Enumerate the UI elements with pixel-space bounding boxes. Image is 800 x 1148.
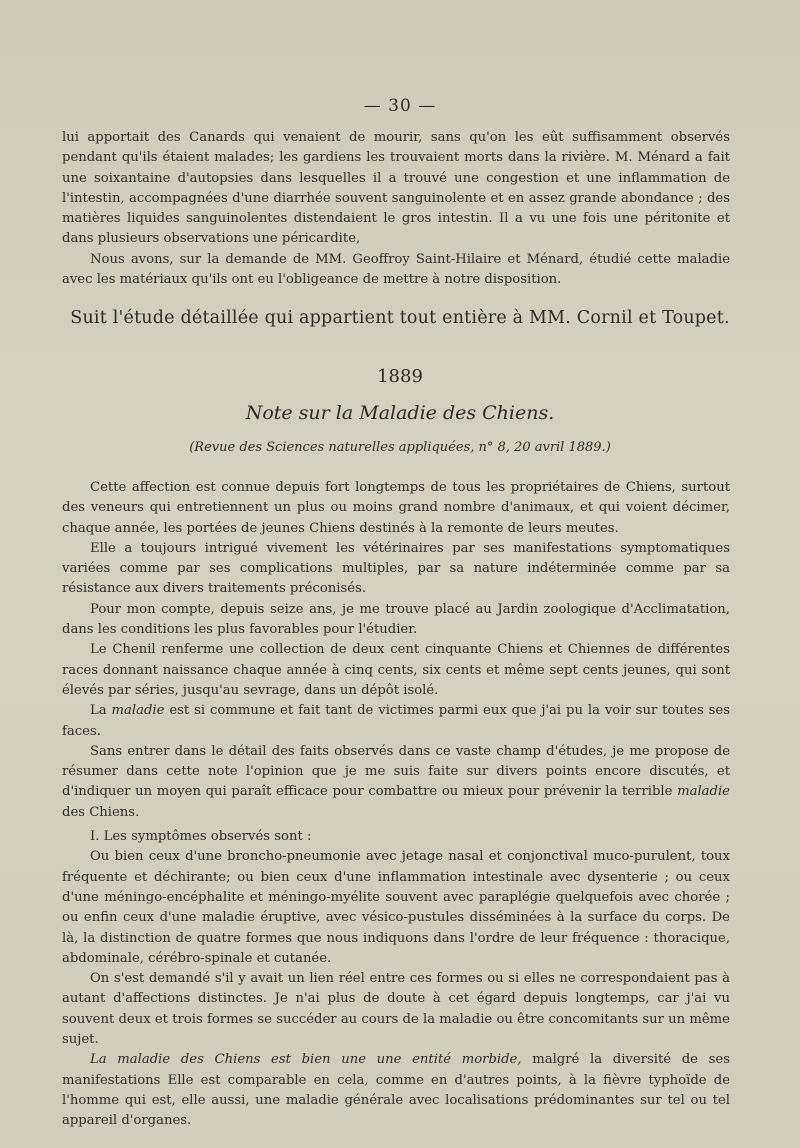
source-citation: (Revue des Sciences naturelles appliquées, n° 8, 20 avril 1889.) xyxy=(189,440,611,455)
body-paragraph-10 xyxy=(62,1050,730,1131)
p6-italic: maladie xyxy=(677,784,730,800)
p6-text: Sans entrer dans le détail des faits observés dans ce vaste champ d'études, je me propose de résumer dans cette note l'opinion que je me suis faite sur divers points encore discutés, et d'indiquer un moyen qui paraît efficace pour combattre ou mieux pour prévenir la terrible xyxy=(62,743,730,800)
body-paragraph-7: I. Les symptômes observés sont : xyxy=(90,829,312,845)
body-paragraph-2: Elle a toujours intrigué vivement les vétérinaires par ses manifestations symptomatiques variées comme par ses complications multiples, par sa nature indéterminée comme par sa résistance aux divers traitements préconisés. xyxy=(62,540,730,597)
p10-rest: malgré la diversité de ses manifestations Elle est comparable en cela, comme en d'autres points, à la fièvre typhoïde de l'homme qui est, elle aussi, une maladie générale avec localisations prédominantes sur tel ou tel appareil d'organes. xyxy=(62,1052,730,1129)
section-heading: Suit l'étude détaillée qui appartient tout entière à MM. Cornil et Toupet. xyxy=(70,308,730,328)
year-heading: 1889 xyxy=(377,366,423,387)
p5-prefix: La xyxy=(90,703,112,719)
intro-section xyxy=(62,128,730,290)
p5-italic: maladie xyxy=(111,703,165,719)
p10-italic: La maladie des Chiens est bien une une entité morbide, xyxy=(90,1052,522,1068)
body-paragraph-6 xyxy=(62,742,730,823)
p5-rest: est si commune et fait tant de victimes parmi eux que j'ai pu la voir sur toutes ses faces. xyxy=(62,703,731,739)
body-paragraph-3: Pour mon compte, depuis seize ans, je me trouve placé au Jardin zoologique d'Acclimatation, dans les conditions les plus favorables pour l'étudier. xyxy=(62,601,730,638)
article-body xyxy=(62,478,730,1132)
body-paragraph-1: Cette affection est connue depuis fort longtemps de tous les propriétaires de Chiens, surtout des veneurs qui entretiennent un plus ou moins grand nombre d'animaux, et qui voient décimer, chaque année, les portées de jeunes Chiens destinés à la remonte de leurs meutes. xyxy=(62,480,730,536)
body-paragraph-5 xyxy=(62,701,730,742)
intro-paragraph-2: Nous avons, sur la demande de MM. Geoffroy Saint-Hilaire et Ménard, étudié cette maladie avec les matériaux qu'ils ont eu l'obligeance de mettre à notre disposition. xyxy=(62,251,730,288)
body-paragraph-9: On s'est demandé s'il y avait un lien réel entre ces formes ou si elles ne correspondaient pas à autant d'affections distinctes. Je n'ai plus de doute à cet égard depuis longtemps, car j'ai vu souvent deux et trois formes se succéder au cours de la maladie ou être concomitants sur un même sujet. xyxy=(62,971,730,1048)
p6-end: des Chiens. xyxy=(62,804,140,820)
body-paragraph-8: Ou bien ceux d'une broncho-pneumonie avec jetage nasal et conjonctival muco-purulent, toux fréquente et déchirante; ou bien ceux d'une inflammation intestinale avec dysenterie ; ou ceux d'une méningo-encéphalite et méningo-myélite souvent avec paraplégie quelquefois avec chorée ; ou enfin ceux d'une maladie éruptive, avec vésico-pustules disséminées à la surface du corps. De là, la distinction de quatre formes que nous indiquons dans l'ordre de leur fréquence : thoracique, abdominale, cérébro-spinale et cutanée. xyxy=(62,849,730,966)
page-number: — 30 — xyxy=(363,96,437,116)
intro-paragraph-1: lui apportait des Canards qui venaient de mourir, sans qu'on les eût suffisamment observés pendant qu'ils étaient malades; les gardiens les trouvaient morts dans la rivière. M. Ménard a fait une soixantaine d'autopsies dans lesquelles il a trouvé une congestion et une inflammation de l'intestin, accompagnées d'une diarrhée souvent sanguinolente et en assez grande abondance ; des matières liquides sanguinolentes distendaient le gros intestin. Il a vu une fois une péritonite et dans plusieurs observations une péricardite, xyxy=(62,130,730,247)
article-title: Note sur la Maladie des Chiens. xyxy=(245,402,555,424)
body-paragraph-4: Le Chenil renferme une collection de deux cent cinquante Chiens et Chiennes de différentes races donnant naissance chaque année à cinq cents, six cents et même sept cents jeunes, qui sont élevés par séries, jusqu'au sevrage, dans un dépôt isolé. xyxy=(62,642,730,698)
